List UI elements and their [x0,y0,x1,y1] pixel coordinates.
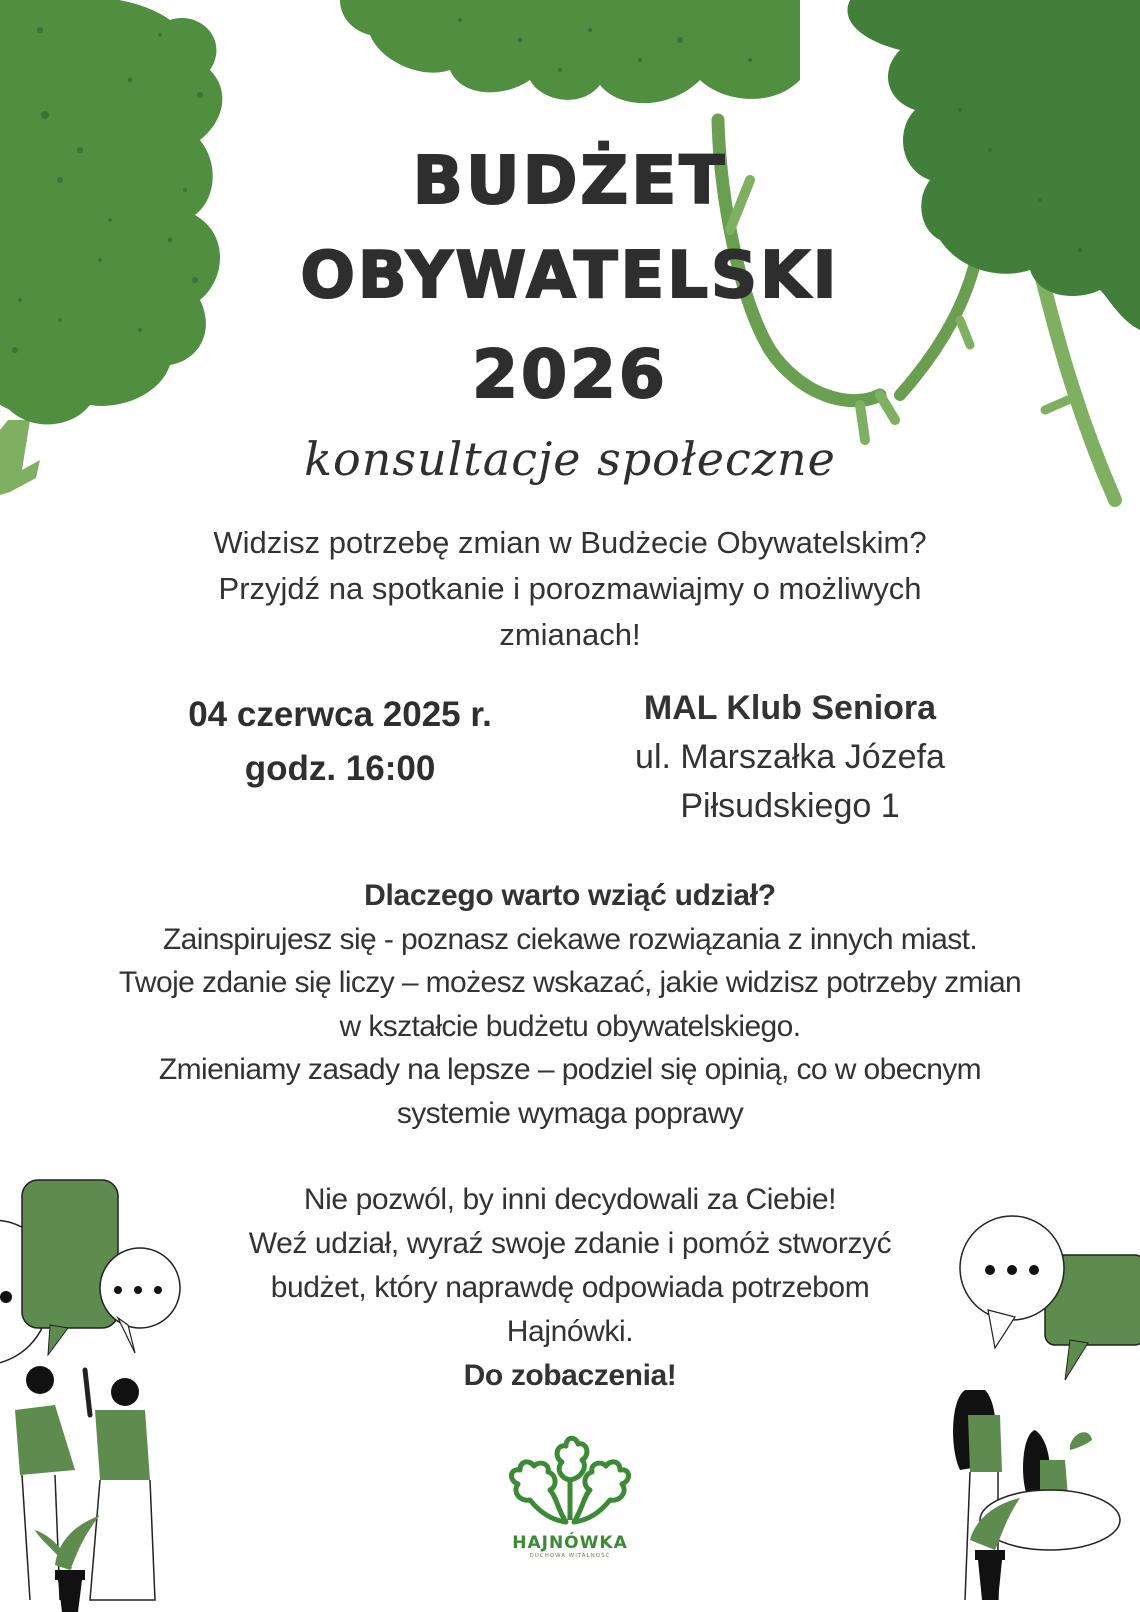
event-date: 04 czerwca 2025 r. [188,695,492,734]
title-line-1: BUDŻET [412,142,728,219]
cta-line: Weź udział, wyraź swoje zdanie i pomóż stworzyć [248,1227,892,1260]
people-talking-left-illustration [0,1170,200,1612]
why-section [30,874,1110,1135]
people-talking-right-illustration [940,1200,1140,1612]
intro-line: Przyjdź na spotkanie i porozmawiajmy o możliwych [218,571,922,606]
hajnowka-logo [500,1430,640,1559]
why-line: systemie wymaga poprawy [396,1096,744,1130]
event-address-line: ul. Marszałka Józefa [635,738,945,776]
intro-text [120,520,1020,658]
title-line-3: 2026 [472,336,668,413]
event-datetime [120,688,560,796]
intro-line: zmianach! [499,617,641,652]
call-to-action [180,1178,960,1398]
cta-closing: Do zobaczenia! [463,1359,677,1392]
event-time: godz. 16:00 [244,749,436,788]
intro-line: Widzisz potrzebę zmian w Budżecie Obywatelskim? [213,525,927,560]
why-line: Twoje zdanie się liczy – możesz wskazać, jakie widzisz potrzeby zmian [118,966,1022,999]
why-line: Zainspirujesz się - poznasz ciekawe rozwiązania z innych miast. [162,922,978,956]
subtitle: konsultacje społeczne [304,432,836,486]
logo-tagline: DUCHOWA WITALNOŚĆ [529,1553,611,1559]
logo-name: HAJNÓWKA [512,1533,628,1553]
event-address-line: Piłsudskiego 1 [680,787,900,825]
why-line: w kształcie budżetu obywatelskiego. [339,1009,801,1043]
why-line: Zmieniamy zasady na lepsze – podziel się opinią, co w obecnym [158,1053,982,1086]
event-venue: MAL Klub Seniora [643,689,937,727]
oak-leaves-icon [500,1430,640,1531]
title-line-2: OBYWATELSKI [300,239,840,313]
why-heading: Dlaczego warto wziąć udział? [364,879,776,912]
cta-line: Nie pozwól, by inni decydowali za Ciebie! [303,1183,837,1216]
cta-line: Hajnówki. [506,1315,634,1348]
cta-line: budżet, który naprawdę odpowiada potrzebom [270,1271,870,1304]
event-location [580,684,1000,831]
